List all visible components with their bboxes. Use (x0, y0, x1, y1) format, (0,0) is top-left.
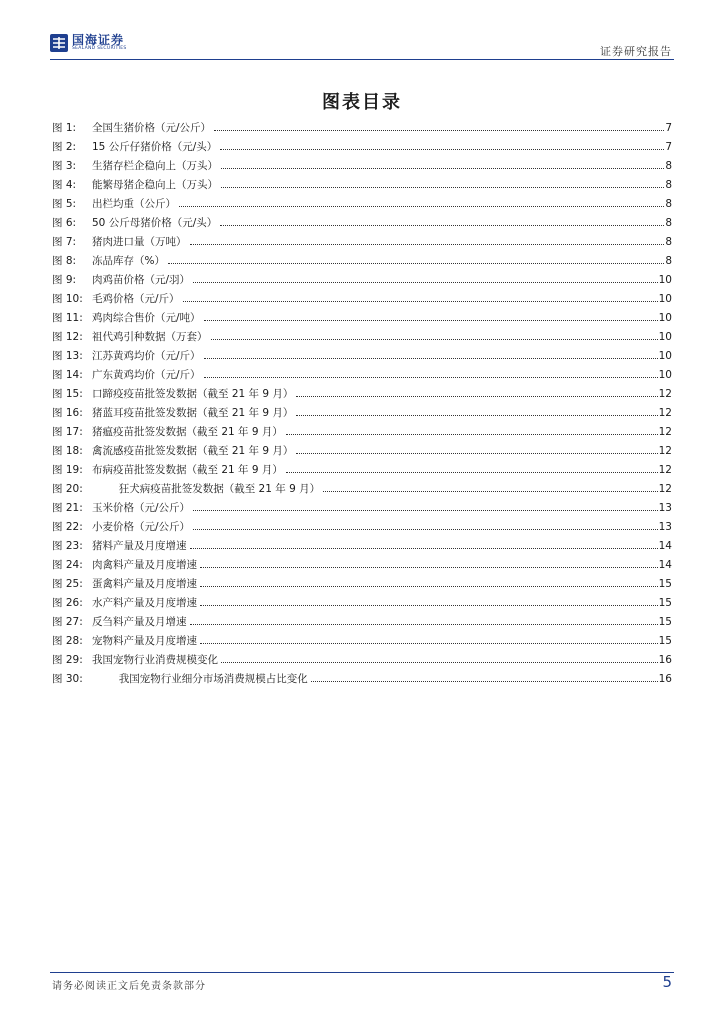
toc-entry-number: 图 7: (52, 236, 77, 248)
toc-entry-title: 15 公斤仔猪价格（元/头） (92, 141, 218, 153)
toc-entry-page: 10 (658, 369, 672, 381)
toc-entry-title: 猪蓝耳疫苗批签发数据（截至 21 年 9 月） (92, 407, 294, 419)
toc-entry-label (52, 138, 217, 157)
toc-entry-page: 12 (658, 388, 672, 400)
toc-entry[interactable] (52, 138, 672, 157)
toc-entry-page: 12 (658, 445, 672, 457)
toc-entry[interactable] (52, 632, 672, 651)
toc-entry-title: 反刍料产量及月增速 (92, 616, 187, 628)
toc-entry-title: 玉米价格（元/公斤） (92, 502, 191, 514)
toc-entry-title: 肉禽料产量及月度增速 (92, 559, 197, 571)
toc-entry-page: 8 (665, 236, 672, 248)
toc-entry[interactable] (52, 423, 672, 442)
toc-entry-page: 10 (658, 312, 672, 324)
toc-entry-label (52, 176, 218, 195)
toc-entry-number: 图 14: (52, 369, 83, 381)
toc-leader-dots (190, 548, 658, 549)
toc-entry[interactable] (52, 328, 672, 347)
toc-entry-title: 口蹄疫疫苗批签发数据（截至 21 年 9 月） (92, 388, 294, 400)
toc-entry-label (52, 442, 293, 461)
toc-entry-title: 能繁母猪企稳向上（万头） (92, 179, 218, 191)
toc-entry-label (52, 651, 218, 670)
toc-entry-label (52, 404, 293, 423)
toc-entry-label (52, 556, 197, 575)
toc-entry-title: 50 公斤母猪价格（元/头） (92, 217, 218, 229)
toc-leader-dots (221, 187, 664, 188)
toc-entry[interactable] (52, 461, 672, 480)
toc-entry-number: 图 27: (52, 616, 83, 628)
toc-entry-title: 猪肉进口量（万吨） (92, 236, 187, 248)
toc-entry-number: 图 1: (52, 122, 77, 134)
toc-leader-dots (296, 453, 657, 454)
toc-entry-title: 全国生猪价格（元/公斤） (92, 122, 212, 134)
toc-leader-dots (190, 624, 658, 625)
toc-entry[interactable] (52, 613, 672, 632)
toc-leader-dots (193, 510, 658, 511)
toc-entry[interactable] (52, 252, 672, 271)
toc-entry-number: 图 19: (52, 464, 83, 476)
toc-entry-number: 图 5: (52, 198, 77, 210)
toc-entry-number: 图 24: (52, 559, 83, 571)
toc-entry-number: 图 26: (52, 597, 83, 609)
toc-entry-title: 猪料产量及月度增速 (92, 540, 187, 552)
toc-entry-number: 图 10: (52, 293, 83, 305)
toc-entry-page: 10 (658, 293, 672, 305)
toc-entry-title: 肉鸡苗价格（元/羽） (92, 274, 191, 286)
toc-leader-dots (200, 567, 658, 568)
report-type-label: 证券研究报告 (600, 45, 672, 58)
brand-name-en: SEALAND SECURITIES (72, 46, 127, 52)
toc-entry[interactable] (52, 480, 672, 499)
toc-entry-title: 我国宠物行业细分市场消费规模占比变化 (92, 673, 308, 685)
toc-entry-page: 13 (658, 502, 672, 514)
toc-leader-dots (204, 358, 658, 359)
toc-leader-dots (200, 605, 658, 606)
footer-divider (50, 972, 674, 973)
toc-entry-title: 冻品库存（%） (92, 255, 165, 267)
toc-entry-label (52, 366, 201, 385)
toc-entry-page: 16 (658, 654, 672, 666)
toc-entry[interactable] (52, 271, 672, 290)
toc-leader-dots (179, 206, 664, 207)
toc-leader-dots (193, 282, 658, 283)
toc-entry-page: 12 (658, 483, 672, 495)
toc-leader-dots (286, 472, 658, 473)
toc-entry[interactable] (52, 442, 672, 461)
toc-leader-dots (168, 263, 664, 264)
toc-entry-number: 图 3: (52, 160, 77, 172)
toc-entry[interactable] (52, 670, 672, 689)
toc-entry-number: 图 30: (52, 673, 83, 685)
toc-entry[interactable] (52, 347, 672, 366)
toc-entry[interactable] (52, 651, 672, 670)
toc-entry-page: 12 (658, 407, 672, 419)
toc-entry-page: 15 (658, 597, 672, 609)
toc-entry-page: 16 (658, 673, 672, 685)
toc-entry-label (52, 480, 320, 499)
toc-leader-dots (183, 301, 658, 302)
toc-entry-page: 15 (658, 635, 672, 647)
toc-entry-page: 14 (658, 540, 672, 552)
sealand-logo-icon (50, 34, 68, 52)
toc-entry-number: 图 15: (52, 388, 83, 400)
toc-entry-label (52, 461, 283, 480)
toc-leader-dots (220, 149, 664, 150)
toc-entry-title: 出栏均重（公斤） (92, 198, 176, 210)
header-divider (50, 59, 674, 60)
toc-entry-label (52, 195, 176, 214)
toc-entry-number: 图 20: (52, 483, 83, 495)
disclaimer-note: 请务必阅读正文后免责条款部分 (52, 981, 206, 992)
toc-entry-page: 8 (665, 160, 672, 172)
toc-leader-dots (221, 168, 664, 169)
toc-entry-title: 宠物料产量及月度增速 (92, 635, 197, 647)
toc-entry-title: 祖代鸡引种数据（万套） (92, 331, 208, 343)
toc-entry-title: 小麦价格（元/公斤） (92, 521, 191, 533)
toc-entry-label (52, 423, 283, 442)
page-number: 5 (662, 973, 672, 991)
toc-entry-title: 狂犬病疫苗批签发数据（截至 21 年 9 月） (92, 483, 321, 495)
toc-title: 图表目录 (322, 92, 402, 113)
toc-entry-label (52, 537, 187, 556)
toc-entry-title: 猪瘟疫苗批签发数据（截至 21 年 9 月） (92, 426, 283, 438)
toc-entry-label (52, 347, 201, 366)
toc-leader-dots (204, 320, 658, 321)
brand-name-cn: 国海证券 (72, 33, 125, 48)
toc-entry-label (52, 157, 218, 176)
toc-entry-title: 毛鸡价格（元/斤） (92, 293, 180, 305)
toc-entry-number: 图 12: (52, 331, 83, 343)
toc-entry-number: 图 16: (52, 407, 83, 419)
toc-entry-number: 图 11: (52, 312, 83, 324)
toc-leader-dots (190, 244, 665, 245)
toc-entry-label (52, 594, 197, 613)
toc-entry-label (52, 119, 211, 138)
toc-leader-dots (220, 225, 664, 226)
toc-leader-dots (221, 662, 658, 663)
toc-entry-number: 图 21: (52, 502, 83, 514)
toc-entry-title: 布病疫苗批签发数据（截至 21 年 9 月） (92, 464, 283, 476)
toc-entry[interactable] (52, 176, 672, 195)
toc-entry-label (52, 252, 165, 271)
toc-entry[interactable] (52, 233, 672, 252)
toc-entry[interactable] (52, 499, 672, 518)
toc-entry[interactable] (52, 119, 672, 138)
toc-leader-dots (193, 529, 658, 530)
toc-entry-label (52, 575, 197, 594)
toc-entry-number: 图 28: (52, 635, 83, 647)
toc-entry-title: 广东黄鸡均价（元/斤） (92, 369, 201, 381)
brand-logo (50, 34, 127, 52)
toc-entry-page: 12 (658, 464, 672, 476)
toc-entry-number: 图 25: (52, 578, 83, 590)
toc-entry-label (52, 613, 187, 632)
toc-entry[interactable] (52, 214, 672, 233)
toc-entry[interactable] (52, 195, 672, 214)
toc-entry-label (52, 632, 197, 651)
toc-entry-page: 15 (658, 578, 672, 590)
toc-leader-dots (204, 377, 658, 378)
toc-entry[interactable] (52, 537, 672, 556)
toc-entry-label (52, 309, 201, 328)
toc-entry-title: 水产料产量及月度增速 (92, 597, 197, 609)
toc-entry-number: 图 29: (52, 654, 83, 666)
toc-entry-page: 8 (665, 179, 672, 191)
toc-entry[interactable] (52, 518, 672, 537)
toc-entry-title: 蛋禽料产量及月度增速 (92, 578, 197, 590)
toc-entry[interactable] (52, 290, 672, 309)
page-header (0, 0, 724, 64)
toc-entry-number: 图 9: (52, 274, 77, 286)
toc-entry[interactable] (52, 556, 672, 575)
toc-entry-page: 14 (658, 559, 672, 571)
toc-entry[interactable] (52, 385, 672, 404)
toc-entry[interactable] (52, 309, 672, 328)
toc-entry-page: 8 (665, 217, 672, 229)
toc-entry-title: 我国宠物行业消费规模变化 (92, 654, 218, 666)
toc-entry-label (52, 233, 187, 252)
toc-entry-page: 10 (658, 274, 672, 286)
toc-entry-number: 图 8: (52, 255, 77, 267)
toc-entry-title: 禽流感疫苗批签发数据（截至 21 年 9 月） (92, 445, 294, 457)
toc-leader-dots (311, 681, 658, 682)
toc-entry-number: 图 23: (52, 540, 83, 552)
toc-entry-label (52, 385, 293, 404)
toc-entry-label (52, 670, 308, 689)
toc-entry-label (52, 214, 217, 233)
toc-entry-page: 10 (658, 350, 672, 362)
toc-entry-number: 图 22: (52, 521, 83, 533)
toc-entry-label (52, 518, 190, 537)
toc-entry-label (52, 271, 190, 290)
toc-entry-label (52, 499, 190, 518)
toc-leader-dots (214, 130, 664, 131)
toc-entry-page: 13 (658, 521, 672, 533)
toc-entry-number: 图 17: (52, 426, 83, 438)
toc-entry-label (52, 290, 180, 309)
toc-entry-title: 江苏黄鸡均价（元/斤） (92, 350, 201, 362)
toc-leader-dots (296, 415, 657, 416)
toc-leader-dots (296, 396, 657, 397)
table-of-figures (52, 119, 672, 689)
toc-leader-dots (286, 434, 658, 435)
toc-entry-page: 12 (658, 426, 672, 438)
toc-leader-dots (200, 586, 658, 587)
toc-entry-number: 图 13: (52, 350, 83, 362)
toc-entry-label (52, 328, 208, 347)
toc-entry[interactable] (52, 404, 672, 423)
toc-entry-number: 图 18: (52, 445, 83, 457)
toc-leader-dots (323, 491, 658, 492)
toc-entry-title: 生猪存栏企稳向上（万头） (92, 160, 218, 172)
toc-entry-number: 图 6: (52, 217, 77, 229)
toc-entry-title: 鸡肉综合售价（元/吨） (92, 312, 201, 324)
toc-entry[interactable] (52, 575, 672, 594)
toc-entry-page: 10 (658, 331, 672, 343)
toc-entry[interactable] (52, 366, 672, 385)
toc-entry[interactable] (52, 157, 672, 176)
toc-entry-page: 8 (665, 255, 672, 267)
toc-entry-page: 8 (665, 198, 672, 210)
toc-entry-page: 7 (665, 122, 672, 134)
toc-leader-dots (211, 339, 658, 340)
toc-entry-number: 图 4: (52, 179, 77, 191)
toc-entry-page: 7 (665, 141, 672, 153)
toc-entry-number: 图 2: (52, 141, 77, 153)
toc-entry[interactable] (52, 594, 672, 613)
toc-entry-page: 15 (658, 616, 672, 628)
toc-leader-dots (200, 643, 658, 644)
